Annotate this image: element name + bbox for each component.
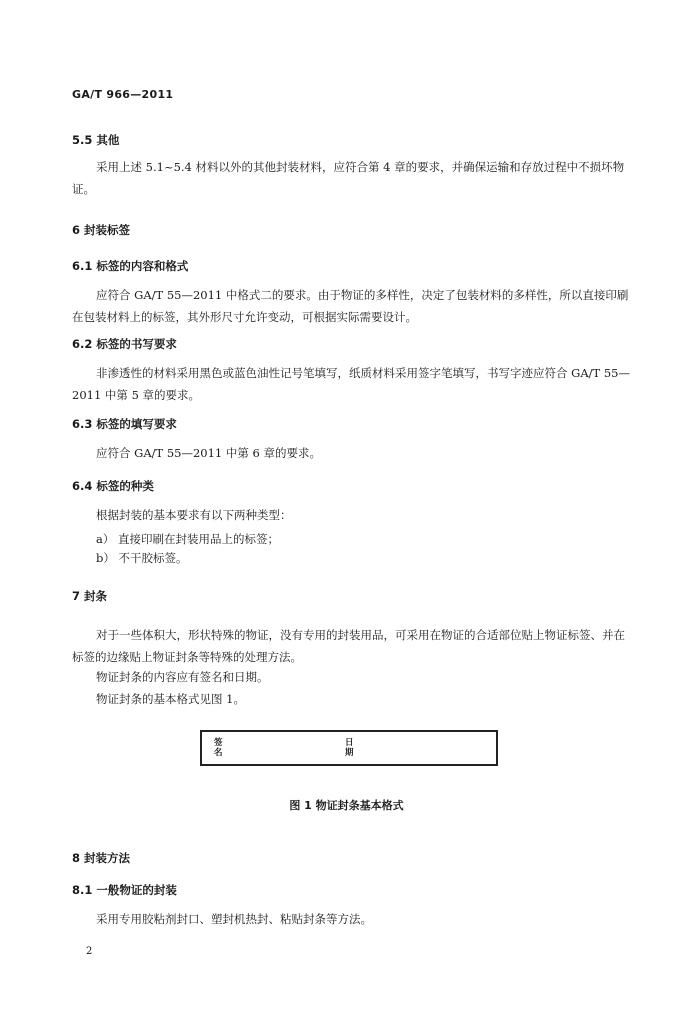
section-6-4-intro: 根据封装的基本要求有以下两种类型： <box>96 508 292 522</box>
page-number: 2 <box>86 946 93 957</box>
figure-caption: 图 1 物证封条基本格式 <box>289 799 404 812</box>
sign-label: 签 <box>214 738 223 748</box>
section-8-heading: 8 封装方法 <box>72 851 131 865</box>
section-6-3-body: 应符合 GA/T 55—2011 中第 6 章的要求。 <box>96 446 322 460</box>
section-7-body-3: 物证封条的基本格式见图 1。 <box>96 692 245 706</box>
section-8-1-heading: 8.1 一般物证的封装 <box>72 883 177 897</box>
section-6-2-heading: 6.2 标签的书写要求 <box>72 337 177 351</box>
section-6-3-heading: 6.3 标签的填写要求 <box>72 417 177 431</box>
sign-label: 名 <box>214 748 223 758</box>
list-item: a） 直接印刷在封装用品上的标签； <box>96 532 280 546</box>
date-label: 期 <box>345 748 354 758</box>
section-5-5-heading: 5.5 其他 <box>72 133 120 147</box>
section-8-1-body: 采用专用胶粘剂封口、塑封机热封、粘贴封条等方法。 <box>96 912 372 926</box>
section-6-2-body: 非渗透性的材料采用黑色或蓝色油性记号笔填写，纸质材料采用签字笔填写，书写字迹应符合 GA/T 55—2011 中第 5 章的要求。 <box>72 366 630 402</box>
section-7-body-1: 对于一些体积大，形状特殊的物证，没有专用的封装用品，可采用在物证的合适部位贴上物证标签、并在标签的边缘贴上物证封条等特殊的处理方法。 <box>72 628 625 664</box>
section-6-heading: 6 封装标签 <box>72 223 131 237</box>
section-6-1-body: 应符合 GA/T 55—2011 中格式二的要求。由于物证的多样性，决定了包装材料的多样性，所以直接印刷在包装材料上的标签，其外形尺寸允许变动，可根据实际需要设计。 <box>72 288 629 324</box>
section-6-4-heading: 6.4 标签的种类 <box>72 479 154 493</box>
seal-strip-figure <box>200 730 498 766</box>
section-7-body-2: 物证封条的内容应有签名和日期。 <box>96 670 269 684</box>
date-label: 日 <box>345 738 354 748</box>
list-item: b） 不干胶标签。 <box>96 551 188 565</box>
section-7-heading: 7 封条 <box>72 589 108 603</box>
section-5-5-body: 采用上述 5.1~5.4 材料以外的其他封装材料，应符合第 4 章的要求，并确保运输和存放过程中不损坏物证。 <box>72 160 625 196</box>
section-6-1-heading: 6.1 标签的内容和格式 <box>72 259 189 273</box>
standard-code-header: GA/T 966—2011 <box>72 88 174 101</box>
